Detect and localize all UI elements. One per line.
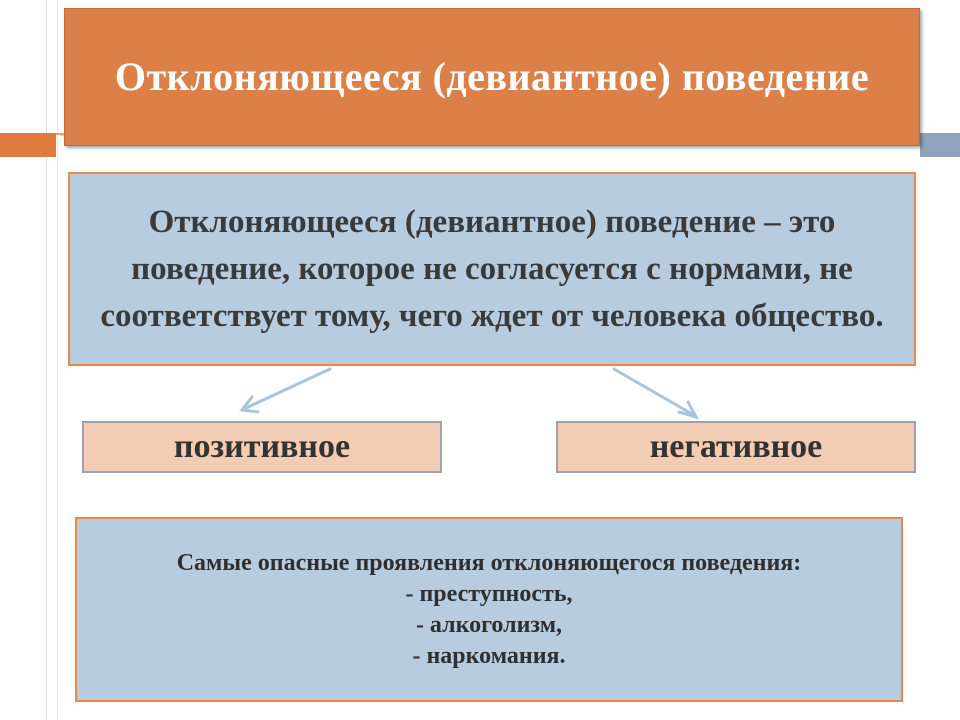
decor-orange-block [0,133,56,157]
decor-blue-block [920,133,960,157]
type-negative-label: негативное [649,428,823,465]
type-negative-box [556,421,916,473]
arrow-head-negative [679,402,696,417]
title-box [64,8,920,146]
arrow-to-negative [614,369,692,414]
decor-vertical-line [57,0,58,720]
dangers-item: - алкоголизм, [415,611,563,638]
dangers-item: - преступность, [405,580,573,607]
decor-vertical-line [46,0,47,720]
page-title: Отклоняющееся (девиантное) поведение [114,54,870,99]
dangers-box [75,517,903,702]
definition-box [68,172,916,366]
arrow-to-positive [246,369,330,408]
type-positive-label: позитивное [173,428,351,465]
dangers-item: - наркомания. [412,642,566,669]
dangers-heading: Самые опасные проявления отклоняющегося поведения: [176,549,802,576]
definition-text: Отклоняющееся (девиантное) поведение – это поведение, которое не согласуется с нормами, не соответствует тому, чего ждет от человека общество. [100,203,884,334]
type-positive-box [82,421,442,473]
arrow-head-positive [242,397,258,412]
